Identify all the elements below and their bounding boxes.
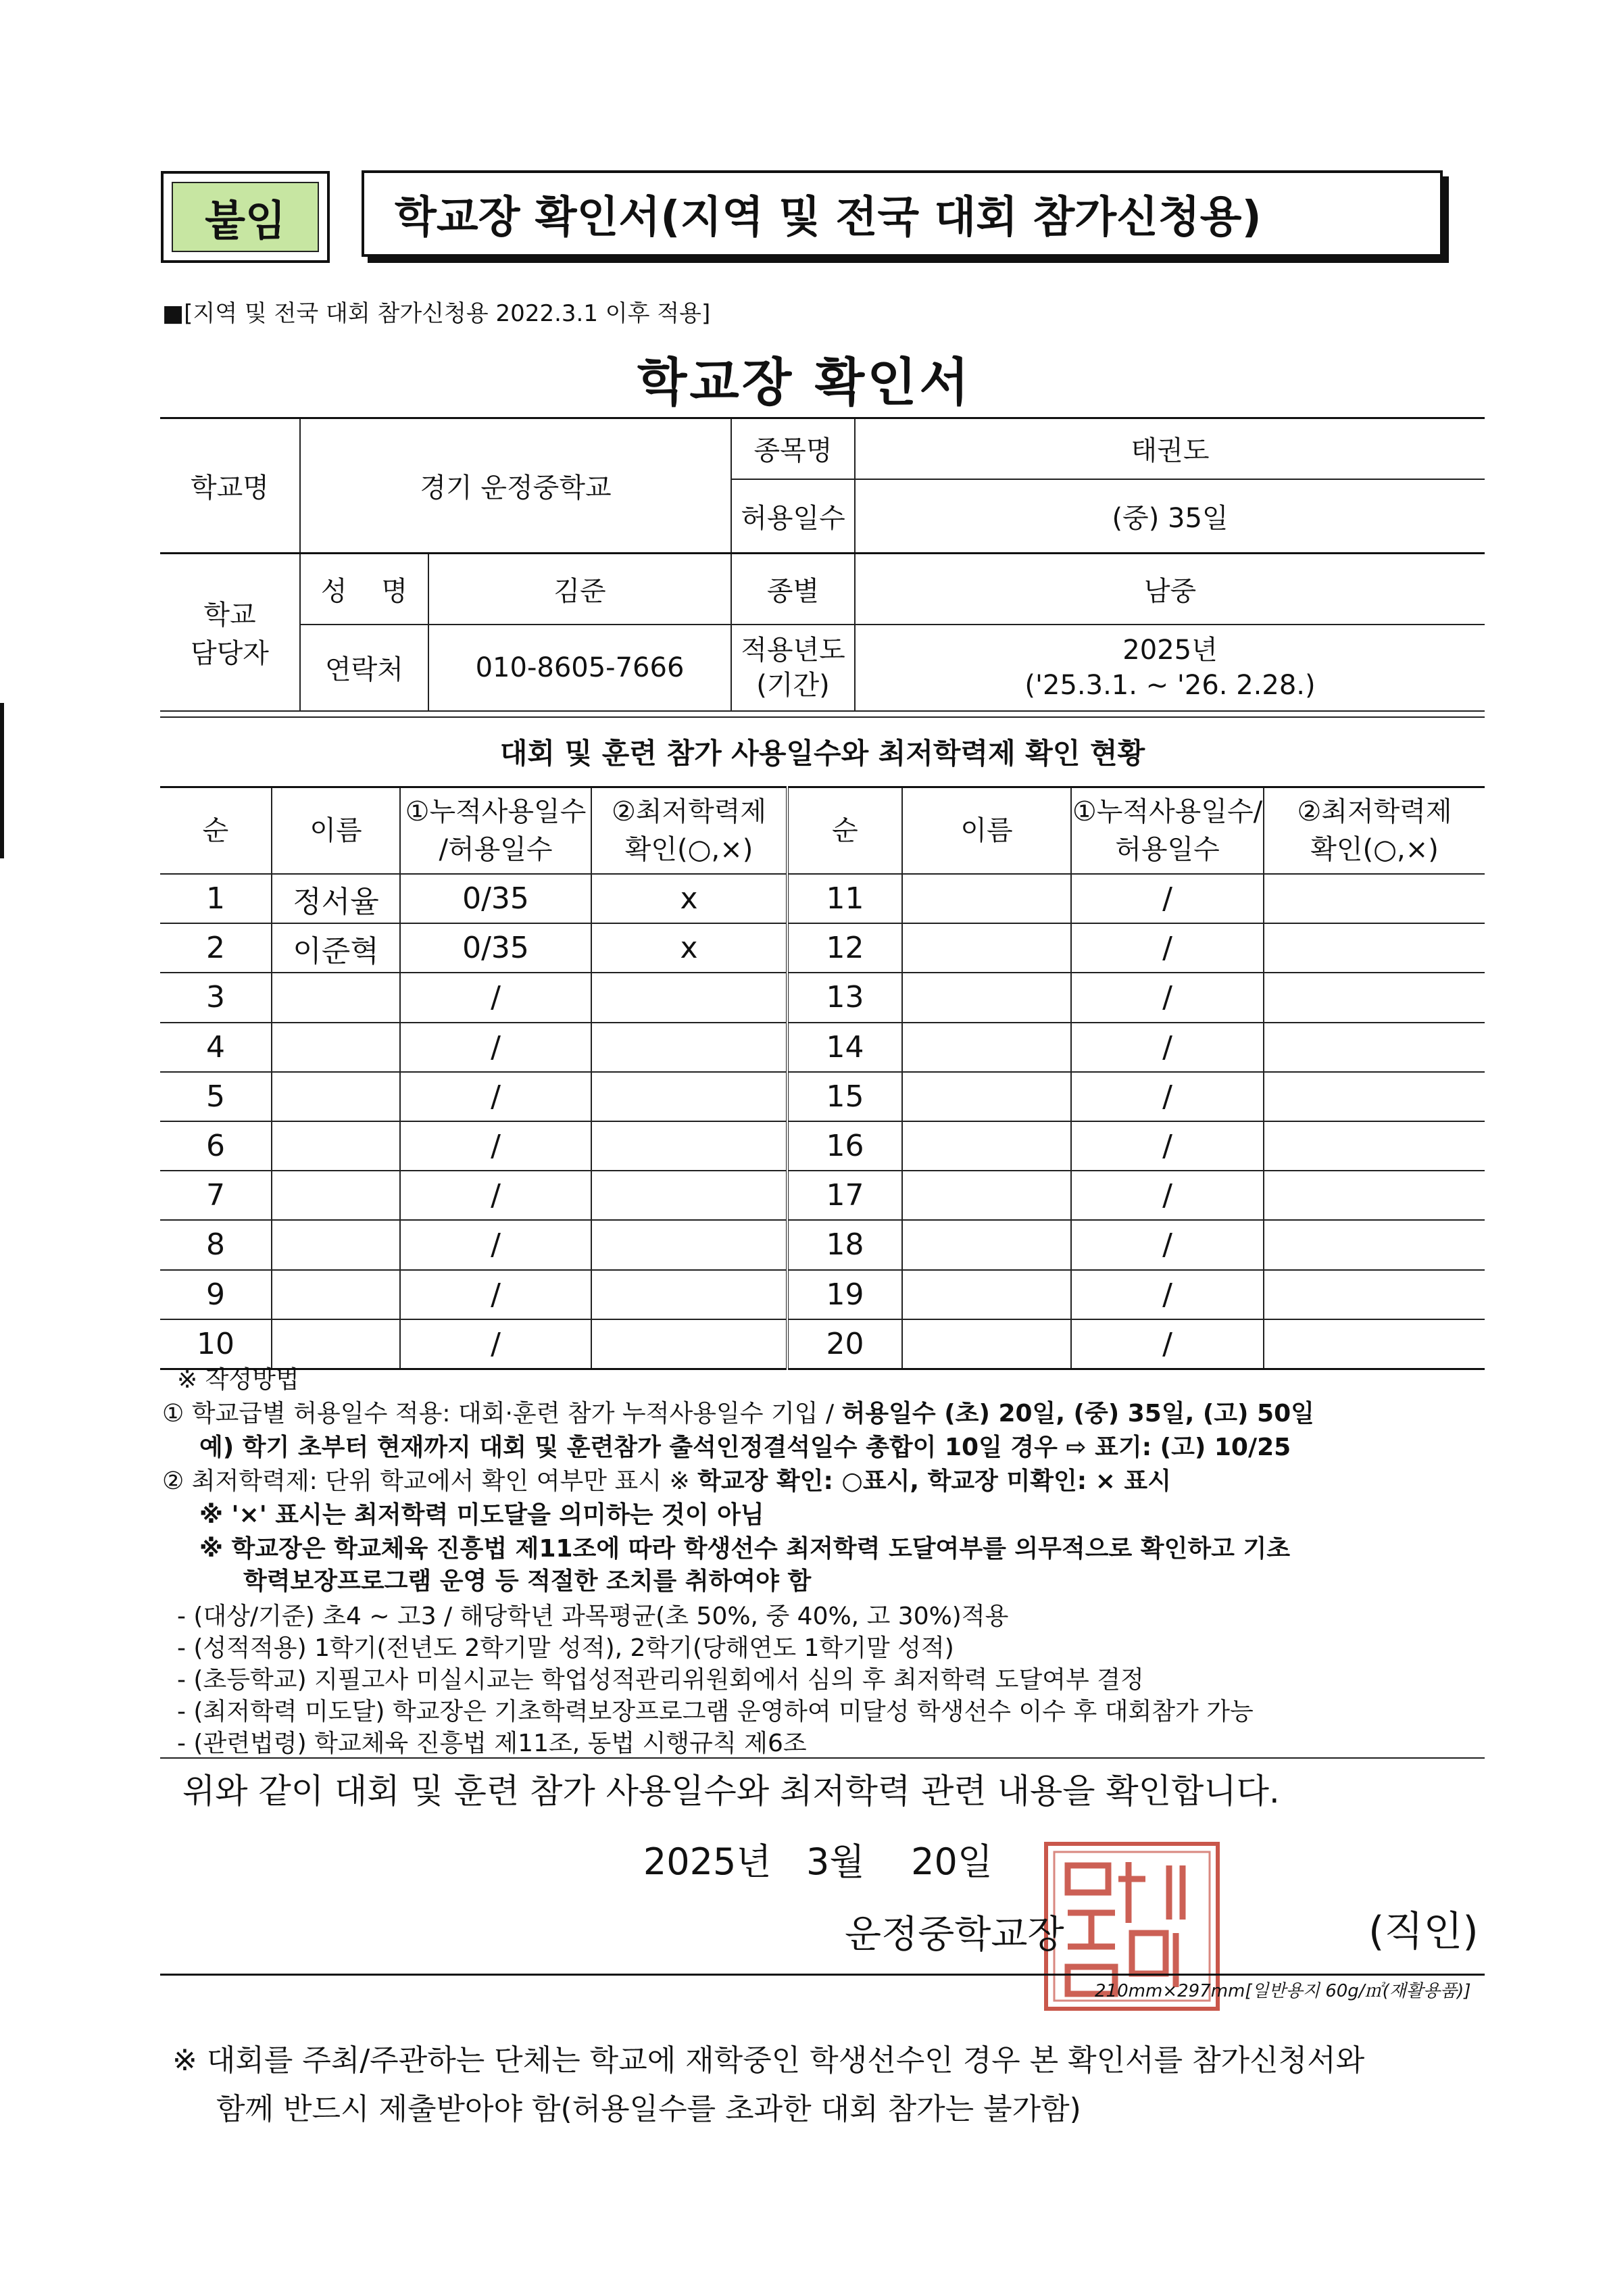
notice: ■[지역 및 전국 대회 참가신청용 2022.3.1 이후 적용] xyxy=(162,300,711,327)
table-row xyxy=(160,1319,1485,1369)
row-name xyxy=(272,1270,400,1319)
row-check-right xyxy=(1264,1270,1485,1319)
table-row xyxy=(160,1121,1485,1171)
row-check xyxy=(591,1270,787,1319)
manager-label-2: 담당자 xyxy=(191,638,269,670)
row-check-right xyxy=(1264,1220,1485,1269)
row-no: 4 xyxy=(160,1023,272,1072)
gender-label: 종별 xyxy=(731,554,855,625)
name-label: 성 명 xyxy=(300,554,428,625)
paper-spec: 210mm×297mm[일반용지 60g/㎡(재활용품)] xyxy=(1095,1981,1471,2001)
divider-bottom xyxy=(160,1974,1485,1976)
row-no: 8 xyxy=(160,1220,272,1269)
row-check: x xyxy=(591,923,787,973)
row-name-right xyxy=(902,1072,1071,1121)
table-row xyxy=(160,1220,1485,1269)
row-name: 정서율 xyxy=(272,874,400,923)
row-name xyxy=(272,1171,400,1220)
row-name-right xyxy=(902,1270,1071,1319)
attach-label: 붙임 xyxy=(172,182,319,252)
row-name-right xyxy=(902,1171,1071,1220)
gender-value: 남중 xyxy=(855,554,1485,625)
head-days-2: /허용일수 xyxy=(439,834,553,865)
row-days: / xyxy=(400,1072,591,1121)
signer-name: 운정중학교장 xyxy=(845,1913,1064,1957)
row-name xyxy=(272,1023,400,1072)
note-1b: 허용일수 (초) 20일, (중) 35일, (고) 50일 xyxy=(841,1400,1314,1427)
row-days: / xyxy=(400,1121,591,1171)
year-value-1: 2025년 xyxy=(1122,634,1218,666)
row-no-right: 19 xyxy=(787,1270,902,1319)
sign-date: 2025년 3월 20일 xyxy=(643,1840,993,1883)
head-days-right-2: 허용일수 xyxy=(1115,834,1220,865)
note-1c: 예) 학기 초부터 현재까지 대회 및 훈련참가 출석인정결석일수 총합이 10일 경우 ⇨ 표기: (고) 10/25 xyxy=(199,1434,1291,1461)
detail-1: - (대상/기준) 초4 ~ 고3 / 해당학년 과목평균(초 50%, 중 40%, 고 30%)적용 xyxy=(177,1603,1009,1630)
row-name xyxy=(272,973,400,1022)
table-row xyxy=(160,874,1485,923)
detail-3: - (초등학교) 지필고사 미실시교는 학업성적관리위원회에서 심의 후 최저학력 도달여부 결정 xyxy=(177,1666,1144,1694)
row-no-right: 13 xyxy=(787,973,902,1022)
attach-badge xyxy=(161,171,330,263)
row-name-right xyxy=(902,1023,1071,1072)
row-name: 이준혁 xyxy=(272,923,400,973)
allowed-value: (중) 35일 xyxy=(855,479,1485,554)
note-1 xyxy=(162,1394,1314,1429)
note-2 xyxy=(162,1462,1171,1496)
row-no: 6 xyxy=(160,1121,272,1171)
year-value-2: ('25.3.1. ~ '26. 2.28.) xyxy=(1024,669,1316,701)
footer-note-2: 함께 반드시 제출받아야 함(허용일수를 초과한 대회 참가는 불가함) xyxy=(216,2092,1081,2126)
row-no: 5 xyxy=(160,1072,272,1121)
head-check-right-1: ②최저학력제 xyxy=(1297,796,1452,827)
row-days-right: / xyxy=(1071,1220,1264,1269)
page-title: 학교장 확인서 xyxy=(637,352,972,412)
row-check xyxy=(591,973,787,1022)
note-4b: 학력보장프로그램 운영 등 적절한 조치를 취하여야 함 xyxy=(243,1567,812,1595)
sport-label: 종목명 xyxy=(731,418,855,479)
detail-5: - (관련법령) 학교체육 진흥법 제11조, 동법 시행규칙 제6조 xyxy=(177,1730,807,1757)
notes-heading: ※ 작성방법 xyxy=(177,1366,299,1394)
head-name-right: 이름 xyxy=(902,787,1071,875)
row-check-right xyxy=(1264,1319,1485,1369)
row-days-right: / xyxy=(1071,874,1264,923)
row-no-right: 20 xyxy=(787,1319,902,1369)
row-days: / xyxy=(400,1220,591,1269)
note-2a: ② 최저학력제: 단위 학교에서 확인 여부만 표시 ※ xyxy=(162,1467,698,1495)
row-days-right: / xyxy=(1071,1072,1264,1121)
row-days-right: / xyxy=(1071,973,1264,1022)
school-label: 학교명 xyxy=(160,418,300,554)
row-days-right: / xyxy=(1071,1121,1264,1171)
row-days: / xyxy=(400,1319,591,1369)
status-title: 대회 및 훈련 참가 사용일수와 최저학력제 확인 현황 xyxy=(160,716,1485,785)
manager-label xyxy=(160,554,300,711)
row-no-right: 16 xyxy=(787,1121,902,1171)
row-days-right: / xyxy=(1071,1023,1264,1072)
head-days xyxy=(400,787,591,875)
doc-title: 학교장 확인서(지역 및 전국 대회 참가신청용) xyxy=(362,170,1443,257)
head-check-right-2: 확인(○,×) xyxy=(1310,834,1439,865)
row-days: / xyxy=(400,1023,591,1072)
row-no-right: 11 xyxy=(787,874,902,923)
row-days-right: / xyxy=(1071,1270,1264,1319)
year-value xyxy=(855,625,1485,711)
row-name xyxy=(272,1121,400,1171)
head-days-right xyxy=(1071,787,1264,875)
head-days-right-1: ①누적사용일수/ xyxy=(1072,796,1263,827)
confirm-statement: 위와 같이 대회 및 훈련 참가 사용일수와 최저학력 관련 내용을 확인합니다. xyxy=(182,1772,1280,1811)
school-value: 경기 운정중학교 xyxy=(300,418,731,554)
row-no: 7 xyxy=(160,1171,272,1220)
table-row xyxy=(160,1171,1485,1220)
note-1a: ① 학교급별 허용일수 적용: 대회·훈련 참가 누적사용일수 기입 / xyxy=(162,1400,842,1427)
note-3: ※ '×' 표시는 최저학력 미도달을 의미하는 것이 아님 xyxy=(199,1501,764,1529)
row-name-right xyxy=(902,1220,1071,1269)
table-row xyxy=(160,973,1485,1022)
row-check-right xyxy=(1264,1023,1485,1072)
row-check-right xyxy=(1264,1171,1485,1220)
table-row xyxy=(160,923,1485,973)
row-days: / xyxy=(400,973,591,1022)
table-row xyxy=(160,1023,1485,1072)
row-no: 9 xyxy=(160,1270,272,1319)
row-check-right xyxy=(1264,1072,1485,1121)
head-name: 이름 xyxy=(272,787,400,875)
table-row xyxy=(160,1270,1485,1319)
row-check xyxy=(591,1072,787,1121)
manager-label-1: 학교 xyxy=(203,600,256,631)
row-name-right xyxy=(902,1319,1071,1369)
row-days-right: / xyxy=(1071,1319,1264,1369)
divider xyxy=(160,1757,1485,1759)
contact-label: 연락처 xyxy=(300,625,428,711)
row-check xyxy=(591,1023,787,1072)
row-no-right: 15 xyxy=(787,1072,902,1121)
row-check xyxy=(591,1171,787,1220)
head-check-right xyxy=(1264,787,1485,875)
row-days: 0/35 xyxy=(400,923,591,973)
row-days-right: / xyxy=(1071,923,1264,973)
row-check-right xyxy=(1264,973,1485,1022)
head-check-2: 확인(○,×) xyxy=(624,834,753,865)
row-check xyxy=(591,1220,787,1269)
contact-value: 010-8605-7666 xyxy=(428,625,731,711)
row-name-right xyxy=(902,874,1071,923)
row-days: / xyxy=(400,1270,591,1319)
note-4a: ※ 학교장은 학교체육 진흥법 제11조에 따라 학생선수 최저학력 도달여부를 의무적으로 확인하고 기초 xyxy=(199,1535,1291,1563)
seal-label: (직인) xyxy=(1368,1908,1479,1955)
sport-value: 태권도 xyxy=(855,418,1485,479)
row-name xyxy=(272,1220,400,1269)
row-check: x xyxy=(591,874,787,923)
row-name-right xyxy=(902,1121,1071,1171)
row-name-right xyxy=(902,923,1071,973)
head-days-1: ①누적사용일수 xyxy=(405,796,587,827)
row-days: / xyxy=(400,1171,591,1220)
row-no-right: 18 xyxy=(787,1220,902,1269)
detail-2: - (성적적용) 1학기(전년도 2학기말 성적), 2학기(당해연도 1학기말 성적) xyxy=(177,1634,954,1662)
head-check-1: ②최저학력제 xyxy=(611,796,767,827)
row-no-right: 12 xyxy=(787,923,902,973)
year-label-1: 적용년도 xyxy=(741,634,845,666)
row-no: 1 xyxy=(160,874,272,923)
detail-4: - (최저학력 미도달) 학교장은 기초학력보장프로그램 운영하여 미달성 학생선수 이수 후 대회참가 가능 xyxy=(177,1698,1254,1726)
allowed-label: 허용일수 xyxy=(731,479,855,554)
row-no: 10 xyxy=(160,1319,272,1369)
footer-note-1: ※ 대회를 주최/주관하는 단체는 학교에 재학중인 학생선수인 경우 본 확인서를 참가신청서와 xyxy=(172,2043,1365,2078)
year-label xyxy=(731,625,855,711)
row-check-right xyxy=(1264,874,1485,923)
row-name-right xyxy=(902,973,1071,1022)
row-no: 3 xyxy=(160,973,272,1022)
row-no-right: 14 xyxy=(787,1023,902,1072)
table-row xyxy=(160,1072,1485,1121)
scan-edge xyxy=(0,703,4,858)
head-no: 순 xyxy=(160,787,272,875)
name-value: 김준 xyxy=(428,554,731,625)
head-no-right: 순 xyxy=(787,787,902,875)
year-label-2: (기간) xyxy=(756,669,830,701)
row-no-right: 17 xyxy=(787,1171,902,1220)
row-no: 2 xyxy=(160,923,272,973)
row-days: 0/35 xyxy=(400,874,591,923)
row-check xyxy=(591,1121,787,1171)
row-check xyxy=(591,1319,787,1369)
row-name xyxy=(272,1072,400,1121)
status-table xyxy=(160,786,1485,1370)
row-days-right: / xyxy=(1071,1171,1264,1220)
head-check xyxy=(591,787,787,875)
row-check-right xyxy=(1264,1121,1485,1171)
note-2b: 학교장 확인: ○표시, 학교장 미확인: × 표시 xyxy=(697,1467,1171,1495)
row-check-right xyxy=(1264,923,1485,973)
info-table xyxy=(160,417,1485,712)
